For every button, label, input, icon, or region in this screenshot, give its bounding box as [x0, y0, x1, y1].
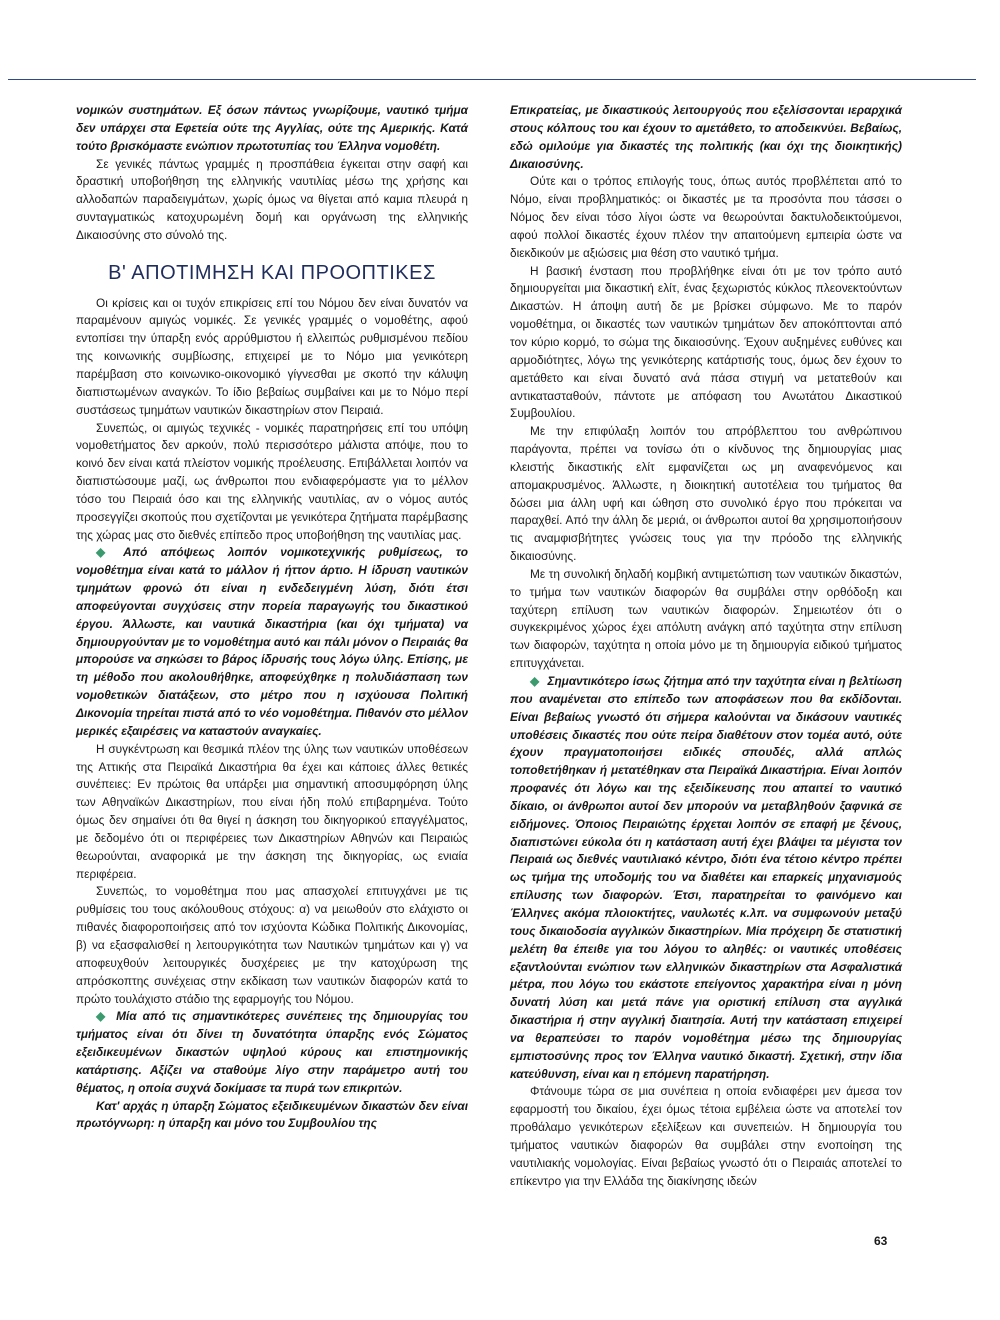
diamond-bullet-icon: ◆ — [96, 545, 116, 560]
paragraph: Με τη συνολική δηλαδή κομβική αντιμετώπιση των ναυτικών δικαστών, το τμήμα των ναυτικών διαφορών θα συμβάλει στην ορθόδοξη και ταχύτερη επίλυση των ναυτικών διαφορών. Σημειωτέον ότι ο συγκεκριμένος χώρος έχει απόλυτη ανάγκη από ταχύτητα στην επίλυση των διαφορών, ταχύτητα η οποία μόνο με τη δημιουργία ειδικού τμήματος επιτυγχάνεται. — [510, 566, 902, 671]
highlight-paragraph — [76, 544, 468, 740]
left-column — [76, 102, 468, 1133]
highlight-paragraph — [510, 673, 902, 1083]
diamond-bullet-icon: ◆ — [530, 674, 540, 688]
highlight-text: Από απόψεως λοιπόν νομικοτεχνικής ρυθμίσεως, το νομοθέτημα είναι κατά το μάλλον ή ήττον άρτιο. Η ίδρυση ναυτικών τμημάτων φρονώ ότι είναι η ενδεδειγμένη λύση, διότι έτσι αποφεύγονται συγχύσεις στην πορεία παραγωγής του δικαστικού έργου. Άλλωστε, και ναυτικά δικαστήρια (και όχι τμήματα) να δημιουργούνταν με το νομοθέτημα αυτό και πάλι μόνον ο Πειραιάς θα μπορούσε να σηκώσει το βάρος ίδρυσής τους λόγω ύλης. Επίσης, με τη μέθοδο που ακολουθήθηκε, αποφεύχθηκε η πολυδιάσπαση των νομοθετικών διατάξεων, στο μέτρο που η ισχύουσα Πολιτική Δικονομία τηρείται πιστά από το νέο νομοθέτημα. Πιθανόν στο μέλλον μερικές εξαιρέσεις να καταστούν αναγκαίες. — [76, 545, 469, 738]
right-column — [510, 102, 902, 1190]
paragraph: Με την επιφύλαξη λοιπόν του απρόβλεπτου του ανθρώπινου παράγοντα, πρέπει να τονίσω ότι ο κίνδυνος της δημιουργίας μιας κλειστής δικαστικής ελίτ εμφανίζεται ως μη αναφενόμενος και απομακρυσμένος. Άλλωστε, η διοικητική αυτοτέλεια του τμήματος θα δώσει μια άλλη υφή και ώθηση στο συνολικό έργο που πρόκειται να παραχθεί. Από την άλλη δε μεριά, οι άνθρωποι αυτοί θα χρησιμοποιήσουν τις αναμφισβήτητες γνώσεις τους για την πρόοδο της ελληνικής δικαιοσύνης. — [510, 424, 902, 564]
paragraph: Οι κρίσεις και οι τυχόν επικρίσεις επί του Νόμου δεν είναι δυνατόν να παραμένουν αμιγώς νομικές. Σε γενικές γραμμές ο νομοθέτης, αφού εντοπίσει την ύπαρξη ενός αρρύθμιστου ή ελλειπώς ρυθμισμένου πεδίου της κοινωνικής συμβίωσης, επιχειρεί με το Νόμο μια γενικότερη παρέμβαση στο κοινωνικο-οικονομικό γίγνεσθαι με σκοπό την κάλυψη διαπιστωμένων αναγκών. Το ίδιο βεβαίως συμβαίνει και με το Νόμο περί συστάσεως τμημάτων ναυτικών δικαστηρίων στον Πειραιά. — [76, 295, 468, 417]
paragraph: Φτάνουμε τώρα σε μια συνέπεια η οποία ενδιαφέρει μεν άμεσα τον εφαρμοστή του δικαίου, έχει όμως τέτοια εμβέλεια ώστε να αποτελεί τον προθάλαμο γενικότερων εξελίξεων και συνεπειών. Η δημιουργία του τμήματος ναυτικών διαφορών θα συμβάλει στην ενοποίηση της ναυτιλιακής νομολογίας. Είναι βεβαίως γνωστό ότι ο Πειραιάς αποτελεί το επίκεντρο για την Ελλάδα της διακίνησης ιδεών — [510, 1084, 902, 1188]
highlight-paragraph: Κατ' αρχάς η ύπαρξη Σώματος εξειδικευμένων δικαστών δεν είναι πρωτόγνωρη: η ύπαρξη και μόνο του Συμβουλίου της — [76, 1098, 468, 1131]
highlight-text: Μία από τις σημαντικότερες συνέπειες της δημιουργίας του τμήματος είναι ότι δίνει τη δυνατότητα ύπαρξης ενός Σώματος εξειδικευμένων δικαστών υψηλού κύρους και επιστημονικής κατάρτισης. Αξίζει να σταθούμε λίγο στην παράμετρο αυτή του θέματος, η οποία συχνά δοκίμασε τα πυρά των επικριτών. — [76, 1009, 468, 1095]
page-number: 63 — [874, 1234, 888, 1248]
highlight-paragraph: Επικρατείας, με δικαστικούς λειτουργούς που εξελίσσονται ιεραρχικά στους κόλπους του και έχουν το αμετάθετο, το αποδεικνύει. Βεβαίως, εδώ ομιλούμε για δικαστές της πολιτικής (και όχι της διοικητικής) Δικαιοσύνης. — [510, 103, 902, 171]
highlight-paragraph — [76, 1008, 468, 1097]
paragraph: νομικών συστημάτων. Εξ όσων πάντως γνωρίζουμε, ναυτικό τμήμα δεν υπάρχει στα Εφετεία ούτε της Αγγλίας, ούτε της Αμερικής. Κατά τούτο βρισκόμαστε ενώπιον πρωτοτυπίας του Έλληνα νομοθέτη. — [76, 103, 468, 153]
paragraph: Σε γενικές πάντως γραμμές η προσπάθεια έγκειται στην σαφή και δραστική υποβοήθηση της ελληνικής ναυτιλίας μέσω της χρήσης και αλλοδαπών παραδειγμάτων, χωρίς όμως να θίγεται από καμια πλευρά η συνταγματικώς κατοχυρωμένη δομή και οργάνωση της ελληνικής Δικαιοσύνης στο σύνολό της. — [76, 156, 468, 242]
paragraph: Η βασική ένσταση που προβλήθηκε είναι ότι με τον τρόπο αυτό δημιουργείται μια δικαστική ελίτ, ένας ξεχωριστός κύκλος πλεονεκτούντων Δικαστών. Η άποψη αυτή δε με βρίσκει σύμφωνο. Με το παρόν νομοθέτημα, οι δικαστές των ναυτικών τμημάτων δεν αποκόπτονται από τον κύριο κορμό, το σώμα της δικαιοσύνης. Έχουν αυξημένες ευθύνες και αρμοδιότητες, λόγω της γενικότερης κατάρτισής τους, όμως δεν έχουν το αμετάθετο και είναι δυνατό ανά πάσα στιγμή να μετατεθούν και αντικατασταθούν, πάντοτε με απόφαση του Ανωτάτου Δικαστικού Συμβουλίου. — [510, 263, 902, 421]
paragraph: Ούτε και ο τρόπος επιλογής τους, όπως αυτός προβλέπεται από το Νόμο, είναι προβληματικός: οι δικαστές με τα προσόντα που τάσσει ο Νόμος δεν είναι τόσο λίγοι ώστε να θεωρούνται δακτυλοδεικτούμενοι, αφού πολλοί δικαστές έχουν πλέον την απαιτούμενη εμπειρία ώστε να διεκδικούν με αξιώσεις μια θέση στο ναυτικό τμήμα. — [510, 174, 902, 260]
section-heading: Β' ΑΠΟΤΙΜΗΣΗ ΚΑΙ ΠΡΟΟΠΤΙΚΕΣ — [108, 261, 436, 284]
diamond-bullet-icon: ◆ — [96, 1009, 109, 1024]
paragraph: Συνεπώς, το νομοθέτημα που μας απασχολεί επιτυγχάνει με τις ρυθμίσεις του τους ακόλουθους στόχους: α) να μειωθούν στο ελάχιστο οι πιθανές διαφοροποιήσεις από τον ισχύοντα Κώδικα Πολιτικής Δικονομίας, β) να εξασφαλισθεί η λειτουργικότητα των Ναυτικών τμημάτων και γ) να αποφευχθούν λειτουργικές δυσχέρειες με την κατοχύρωση της απρόσκοπτης συνέχειας στην εκδίκαση των ναυτικών διαφορών κατά το πρώτο τουλάχιστο στάδιο της εφαρμογής του Νόμου. — [76, 884, 468, 1006]
paragraph: Συνεπώς, οι αμιγώς τεχνικές - νομικές παρατηρήσεις επί του υπόψη νομοθετήματος δεν αρκούν, πολύ περισσότερο μάλιστα απόψε, που το κοινό δεν είναι κατά πλείστον νομικής προέλευσης. Επιβάλλεται λοιπόν να διαπιστώσουμε μαζί, ως άνθρωποι που ενδιαφερόμαστε για το μέλλον τόσο του Πειραιά όσο και της ελληνικής ναυτιλίας, αν ο νόμος αυτός προσεγγίζει σκοπούς που σχετίζονται με γενικότερα ζητήματα παρέμβασης της χώρας μας στο διεθνές επίπεδο προς υποβοήθηση της ναυτιλίας μας. — [76, 420, 468, 542]
header-rule — [8, 79, 976, 80]
highlight-text: Σημαντικότερο ίσως ζήτημα από την ταχύτητα είναι η βελτίωση που αναμένεται στο επίπεδο των αποφάσεων που θα εκδίδονται. Είναι βεβαίως γνωστό ότι σήμερα καλούνται να δικάσουν ναυτικές υποθέσεις δικαστές που ούτε πείρα διαθέτουν στον τομέα αυτό, ούτε έχουν πραγματοποιήσει ειδικές σπουδές, αλλά απλώς τοποθετήθηκαν ή μετατέθηκαν στα Πειραϊκά Δικαστήρια. Είναι λοιπόν προφανές ότι λόγω και της εξειδίκευσης που απαιτεί το ναυτικό δίκαιο, οι άνθρωποι αυτοί δεν μπορούν να μεταβληθούν ξαφνικά σε ειδήμονες. Όποιος Πειραιώτης έρχεται λοιπόν σε επαφή με ξένους, διαπιστώνει εύκολα ότι η κατάσταση αυτή έχει βλάψει τα μέγιστα τον Πειραιά ως διεθνές ναυτιλιακό κέντρο, διότι ένα τέτοιο κέντρο πρέπει ως τμήμα της υποδομής του να διαθέτει και επαρκείς μηχανισμούς επίλυσης των διαφορών. Έτσι, παρατηρείται το φαινόμενο και Έλληνες ακόμα πλοιοκτήτες, ναυλωτές κ.λπ. να συμφωνούν μεταξύ τους δικαιοδοσία αγγλικών δικαστηρίων. Μία πρόχειρη δε στατιστική μελέτη θα έπειθε για του λόγου το αληθές: οι ναυτικές υποθέσεις εξαντλούνται ενώπιον των ελληνικών δικαστηρίων στα Ασφαλιστικά μέτρα, που λόγω του εκάστοτε επείγοντος χαρακτήρα είναι η μόνη δυνατή λύση και μετά πάνε για οριστική επίλυση στα αγγλικά δικαστήρια ή στην αγγλική διαιτησία. Αυτή την κατάσταση επιχειρεί να θεραπεύσει το παρόν νομοθέτημα μέσω της δημιουργίας εμπιστοσύνης προς τον Έλληνα ναυτικό δικαστή. Σχετική, στην ίδια κατεύθυνση, είναι και η επόμενη παρατήρηση. — [510, 674, 902, 1081]
paragraph: Η συγκέντρωση και θεσμικά πλέον της ύλης των ναυτικών υποθέσεων της Αττικής στα Πειραϊκά Δικαστήρια θα έχει και κάποιες άλλες θετικές συνέπειες: Εν πρώτοις θα υπάρξει μια σημαντική αποσυμφόρηση ύλης των Αθηναϊκών Δικαστηρίων, που είναι ήδη πολύ επιβαρημένα. Τούτο όμως δεν σημαίνει ότι θα θιγεί η άσκηση του δικηγορικού επαγγέλματος, με δεδομένο ότι οι περιφέρειες των Δικαστηρίων Αθηνών και Πειραιώς θεωρούνται, αναφορικά με την άσκηση της δικηγορίας, ως ενιαία περιφέρεια. — [76, 741, 468, 881]
